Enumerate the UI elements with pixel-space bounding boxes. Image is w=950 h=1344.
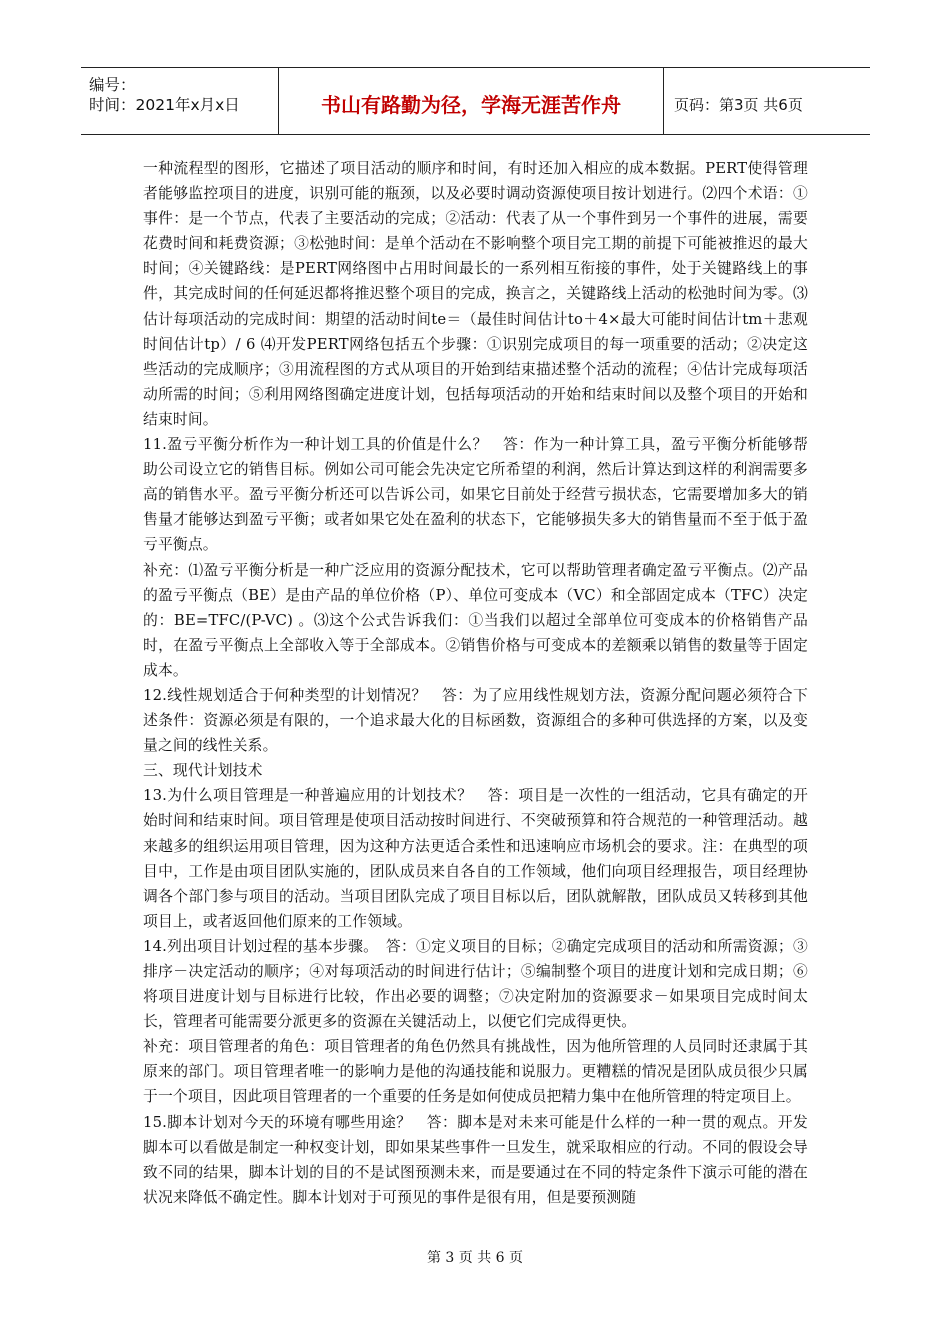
paragraph: 12.线性规划适合于何种类型的计划情况？ 答：为了应用线性规划方法，资源分配问题必须符合下述条件：资源必须是有限的，一个追求最大化的目标函数，资源组合的多种可供选择的方案，以及变量之间的线性关系。 bbox=[143, 686, 808, 755]
doc-number-label: 编号： bbox=[89, 76, 136, 94]
page-header bbox=[81, 67, 870, 135]
paragraph: 补充：项目管理者的角色：项目管理者的角色仍然具有挑战性，因为他所管理的人员同时还隶属于其原来的部门。项目管理者唯一的影响力是他的沟通技能和说服力。更糟糕的情况是团队成员很少只属于一个项目，因此项目管理者的一个重要的任务是如何使成员把精力集中在他所管理的特定项目上。 bbox=[143, 1038, 808, 1106]
section-heading: 三、现代计划技术 bbox=[143, 762, 263, 780]
page-info: 页码：第3页 共6页 bbox=[674, 96, 803, 114]
document-body bbox=[143, 156, 808, 1210]
paragraph: 13.为什么项目管理是一种普遍应用的计划技术？ 答：项目是一次性的一组活动，它具有确定的开始时间和结束时间。项目管理是使项目活动按时间进行、不突破预算和符合规范的一种管理活动。越来越多的组织运用项目管理，因为这种方法更适合柔性和迅速响应市场机会的要求。注：在典型的项目中，工作是由项目团队实施的，团队成员来自各自的工作领域，他们向项目经理报告，项目经理协调各个部门参与项目的活动。当项目团队完成了项目目标以后，团队就解散，团队成员又转移到其他项目上，或者返回他们原来的工作领域。 bbox=[143, 787, 808, 930]
paragraph: 一种流程型的图形，它描述了项目活动的顺序和时间，有时还加入相应的成本数据。PERT使得管理者能够监控项目的进度，识别可能的瓶颈，以及必要时调动资源使项目按计划进行。⑵四个术语：①事件：是一个节点，代表了主要活动的完成；②活动：代表了从一个事件到另一个事件的进展，需要花费时间和耗费资源；③松弛时间：是单个活动在不影响整个项目完工期的前提下可能被推迟的最大时间；④关键路线：是PERT网络图中占用时间最长的一系列相互衔接的事件，处于关键路线上的事件，其完成时间的任何延迟都将推迟整个项目的完成，换言之，关键路线上活动的松弛时间为零。⑶估计每项活动的完成时间：期望的活动时间te＝（最佳时间估计to＋4×最大可能时间估计tm＋悲观时间估计tp）/ 6 ⑷开发PERT网络包括五个步骤：①识别完成项目的每一项重要的活动；②决定这些活动的完成顺序；③用流程图的方式从项目的开始到结束描述整个活动的流程；④估计完成每项活动所需的时间；⑤利用网络图确定进度计划，包括每项活动的开始和结束时间以及整个项目的开始和结束时间。 bbox=[143, 160, 808, 428]
paragraph: 补充：⑴盈亏平衡分析是一种广泛应用的资源分配技术，它可以帮助管理者确定盈亏平衡点。⑵产品的盈亏平衡点（BE）是由产品的单位价格（P）、单位可变成本（VC）和全部固定成本（TFC）决定的：BE=TFC/(P-VC) 。⑶这个公式告诉我们：①当我们以超过全部单位可变成本的价格销售产品时，在盈亏平衡点上全部收入等于全部成本。②销售价格与可变成本的差额乘以销售的数量等于固定成本。 bbox=[143, 561, 808, 679]
page-footer: 第 3 页 共 6 页 bbox=[426, 1250, 524, 1266]
header-right-cell bbox=[664, 68, 870, 134]
paragraph: 11.盈亏平衡分析作为一种计划工具的价值是什么？ 答：作为一种计算工具，盈亏平衡分析能够帮助公司设立它的销售目标。例如公司可能会先决定它所希望的利润，然后计算达到这样的利润需要多高的销售水平。盈亏平衡分析还可以告诉公司，如果它目前处于经营亏损状态，它需要增加多大的销售量才能够达到盈亏平衡；或者如果它处在盈利的状态下，它能够损失多大的销售量而不至于低于盈亏平衡点。 bbox=[143, 436, 808, 554]
header-middle-cell bbox=[279, 68, 664, 134]
paragraph: 15.脚本计划对今天的环境有哪些用途？ 答：脚本是对未来可能是什么样的一种一贯的观点。开发脚本可以看做是制定一种权变计划，即如果某些事件一旦发生，就采取相应的行动。不同的假设会导致不同的结果，脚本计划的目的不是试图预测未来，而是要通过在不同的特定条件下演示可能的潜在状况来降低不确定性。脚本计划对于可预见的事件是很有用，但是要预测随 bbox=[143, 1113, 808, 1206]
motto-text: 书山有路勤为径，学海无涯苦作舟 bbox=[321, 93, 621, 117]
date-label: 时间：2021年x月x日 bbox=[89, 96, 240, 114]
paragraph: 14.列出项目计划过程的基本步骤。 答：①定义项目的目标；②确定完成项目的活动和所需资源；③排序－决定活动的顺序；④对每项活动的时间进行估计；⑤编制整个项目的进度计划和完成日期；⑥将项目进度计划与目标进行比较，作出必要的调整；⑦决定附加的资源要求－如果项目完成时间太长，管理者可能需要分派更多的资源在关键活动上，以便它们完成得更快。 bbox=[143, 937, 808, 1031]
header-left-cell bbox=[81, 68, 279, 134]
